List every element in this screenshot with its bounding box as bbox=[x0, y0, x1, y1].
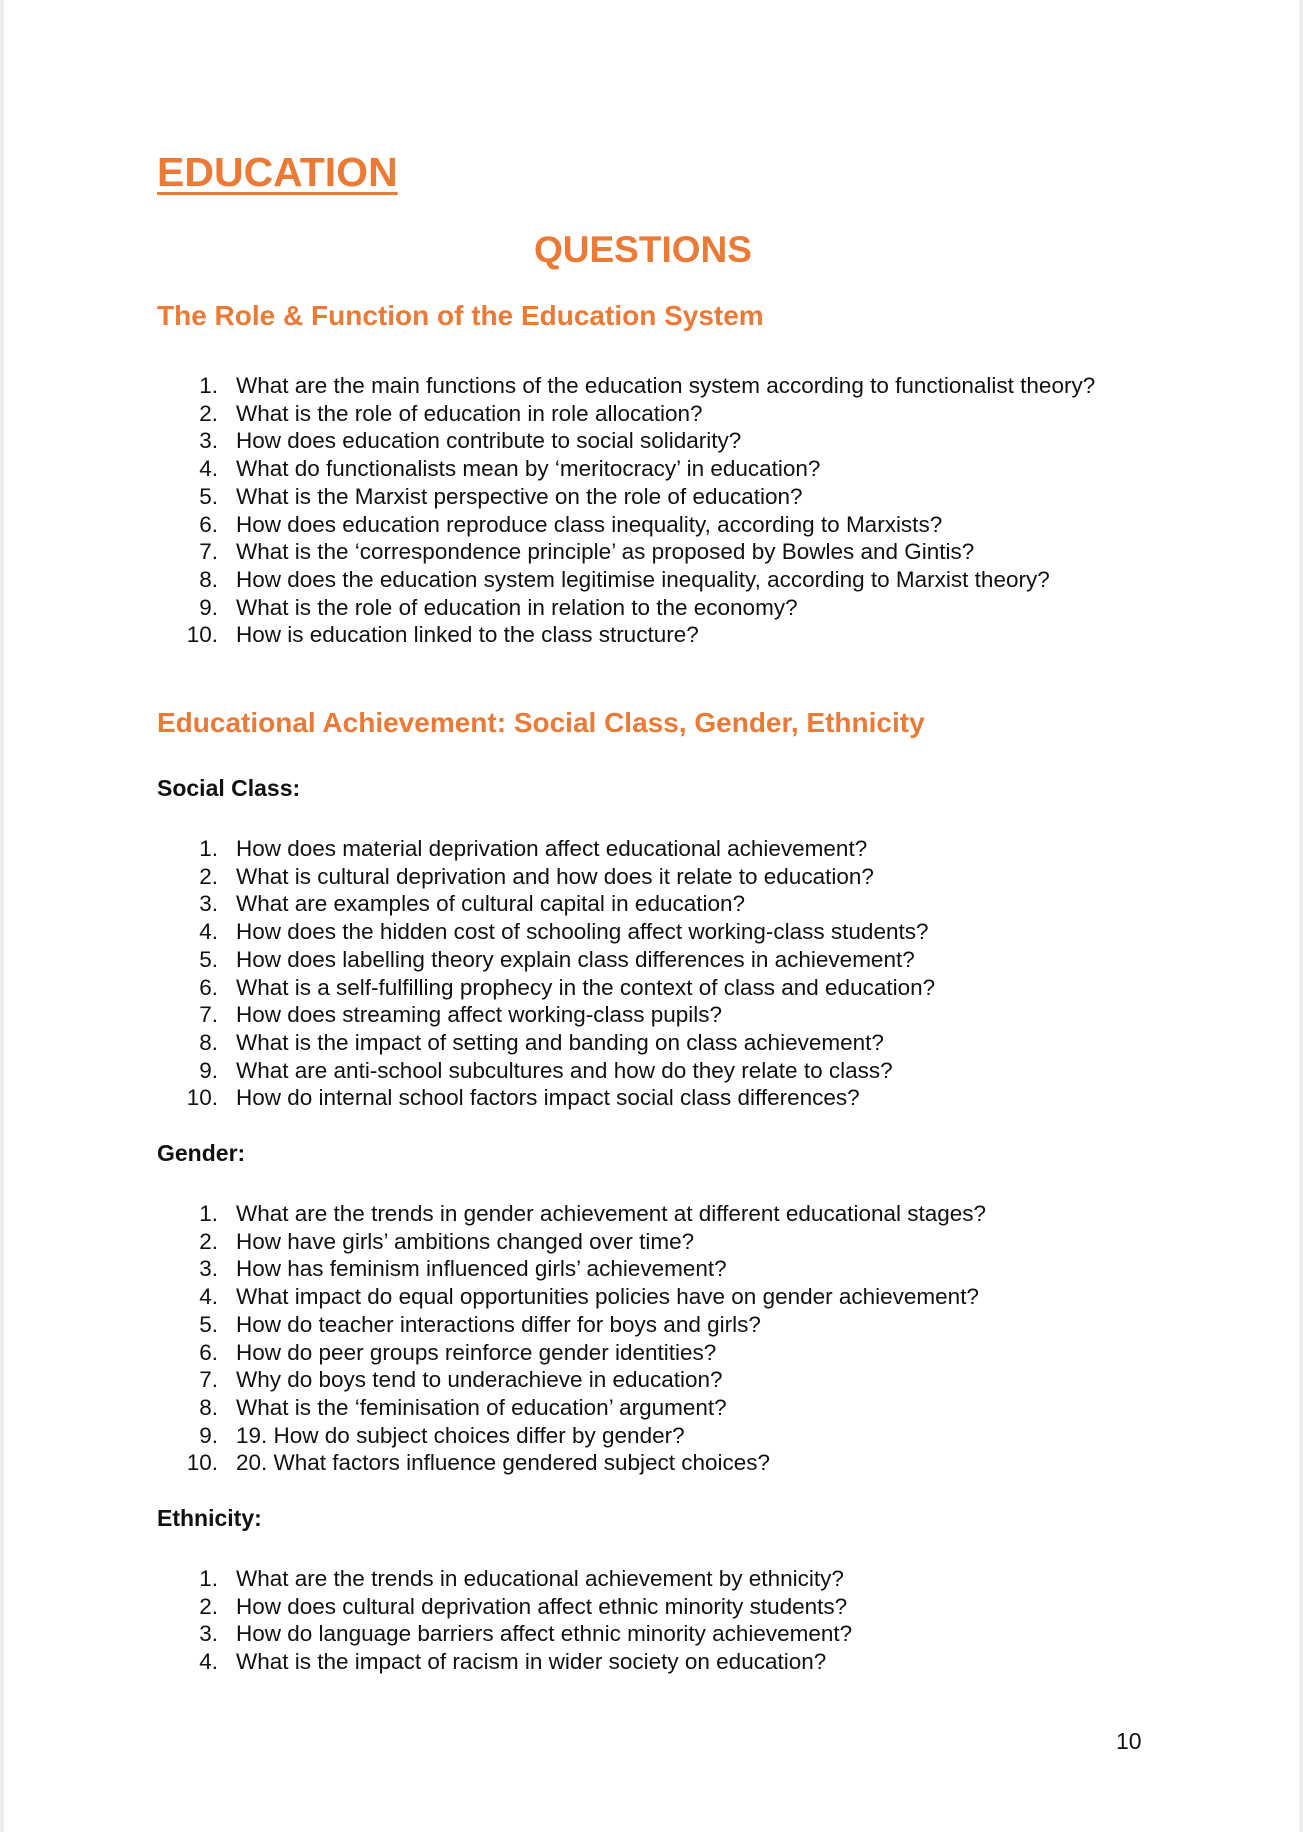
page-number: 10 bbox=[1116, 1728, 1142, 1754]
list-item: 2. How have girls’ ambitions changed over time? bbox=[199, 1228, 695, 1254]
list-item: 4. How does the hidden cost of schooling affect working-class students? bbox=[199, 919, 929, 945]
list-item: 10. How do internal school factors impact social class differences? bbox=[186, 1085, 860, 1111]
list-item: 3. How do language barriers affect ethnic minority achievement? bbox=[199, 1621, 853, 1647]
list-item: 1. What are the trends in gender achievement at different educational stages? bbox=[199, 1201, 987, 1226]
role-function-question-list bbox=[157, 372, 1117, 649]
questions-heading: QUESTIONS bbox=[534, 229, 752, 270]
list-item: 5. What is the Marxist perspective on the role of education? bbox=[199, 483, 803, 509]
list-item: 8. How does the education system legitimise inequality, according to Marxist theory? bbox=[199, 566, 1050, 592]
list-item: 4. What do functionalists mean by ‘meritocracy’ in education? bbox=[199, 456, 821, 482]
list-item: 8. What is the ‘feminisation of education’ argument? bbox=[199, 1394, 727, 1420]
document-title: EDUCATION bbox=[157, 149, 398, 195]
list-item: 4. What impact do equal opportunities policies have on gender achievement? bbox=[199, 1284, 979, 1310]
list-item: 10. 20. What factors influence gendered subject choices? bbox=[186, 1450, 771, 1476]
list-item: 8. What is the impact of setting and banding on class achievement? bbox=[199, 1029, 884, 1055]
list-item: 2. What is the role of education in role allocation? bbox=[199, 400, 703, 426]
list-item: 10. How is education linked to the class structure? bbox=[186, 622, 699, 648]
gender-question-list bbox=[157, 1200, 1117, 1477]
list-item: 3. What are examples of cultural capital in education? bbox=[199, 891, 746, 917]
list-item: 3. How does education contribute to social solidarity? bbox=[199, 428, 742, 454]
list-item: 9. What are anti-school subcultures and how do they relate to class? bbox=[199, 1057, 893, 1083]
list-item: 6. How do peer groups reinforce gender identities? bbox=[199, 1339, 717, 1365]
list-item: 7. How does streaming affect working-class pupils? bbox=[199, 1002, 723, 1028]
section-heading-role-function: The Role & Function of the Education System bbox=[157, 300, 764, 331]
list-item: 1. What are the trends in educational achievement by ethnicity? bbox=[199, 1566, 844, 1591]
list-item: 9. What is the role of education in relation to the economy? bbox=[199, 594, 798, 620]
subheading-gender: Gender: bbox=[157, 1140, 246, 1166]
list-item: 7. Why do boys tend to underachieve in education? bbox=[199, 1367, 723, 1393]
list-item: 1. How does material deprivation affect educational achievement? bbox=[199, 836, 868, 861]
list-item: 7. What is the ‘correspondence principle’ as proposed by Bowles and Gintis? bbox=[199, 539, 975, 565]
social-class-question-list bbox=[157, 835, 1117, 1112]
list-item: 9. 19. How do subject choices differ by gender? bbox=[199, 1422, 685, 1448]
list-item: 5. How do teacher interactions differ for boys and girls? bbox=[199, 1311, 761, 1337]
page-edge-left bbox=[0, 0, 4, 1832]
document-page bbox=[157, 149, 1157, 1675]
subheading-ethnicity: Ethnicity: bbox=[157, 1505, 262, 1531]
list-item: 6. What is a self-fulfilling prophecy in the context of class and education? bbox=[199, 974, 936, 1000]
list-item: 5. How does labelling theory explain class differences in achievement? bbox=[199, 946, 915, 972]
list-item: 6. How does education reproduce class inequality, according to Marxists? bbox=[199, 511, 943, 537]
section-heading-educational-achievement: Educational Achievement: Social Class, Gender, Ethnicity bbox=[157, 707, 925, 738]
list-item: 2. What is cultural deprivation and how does it relate to education? bbox=[199, 863, 874, 889]
list-item: 4. What is the impact of racism in wider society on education? bbox=[199, 1649, 827, 1675]
ethnicity-question-list bbox=[157, 1565, 1117, 1676]
list-item: 2. How does cultural deprivation affect ethnic minority students? bbox=[199, 1593, 848, 1619]
list-item: 1. What are the main functions of the education system according to functionalist theory? bbox=[199, 373, 1096, 398]
subheading-social-class: Social Class: bbox=[157, 775, 301, 801]
list-item: 3. How has feminism influenced girls’ achievement? bbox=[199, 1256, 727, 1282]
page-edge-right bbox=[1299, 0, 1303, 1832]
